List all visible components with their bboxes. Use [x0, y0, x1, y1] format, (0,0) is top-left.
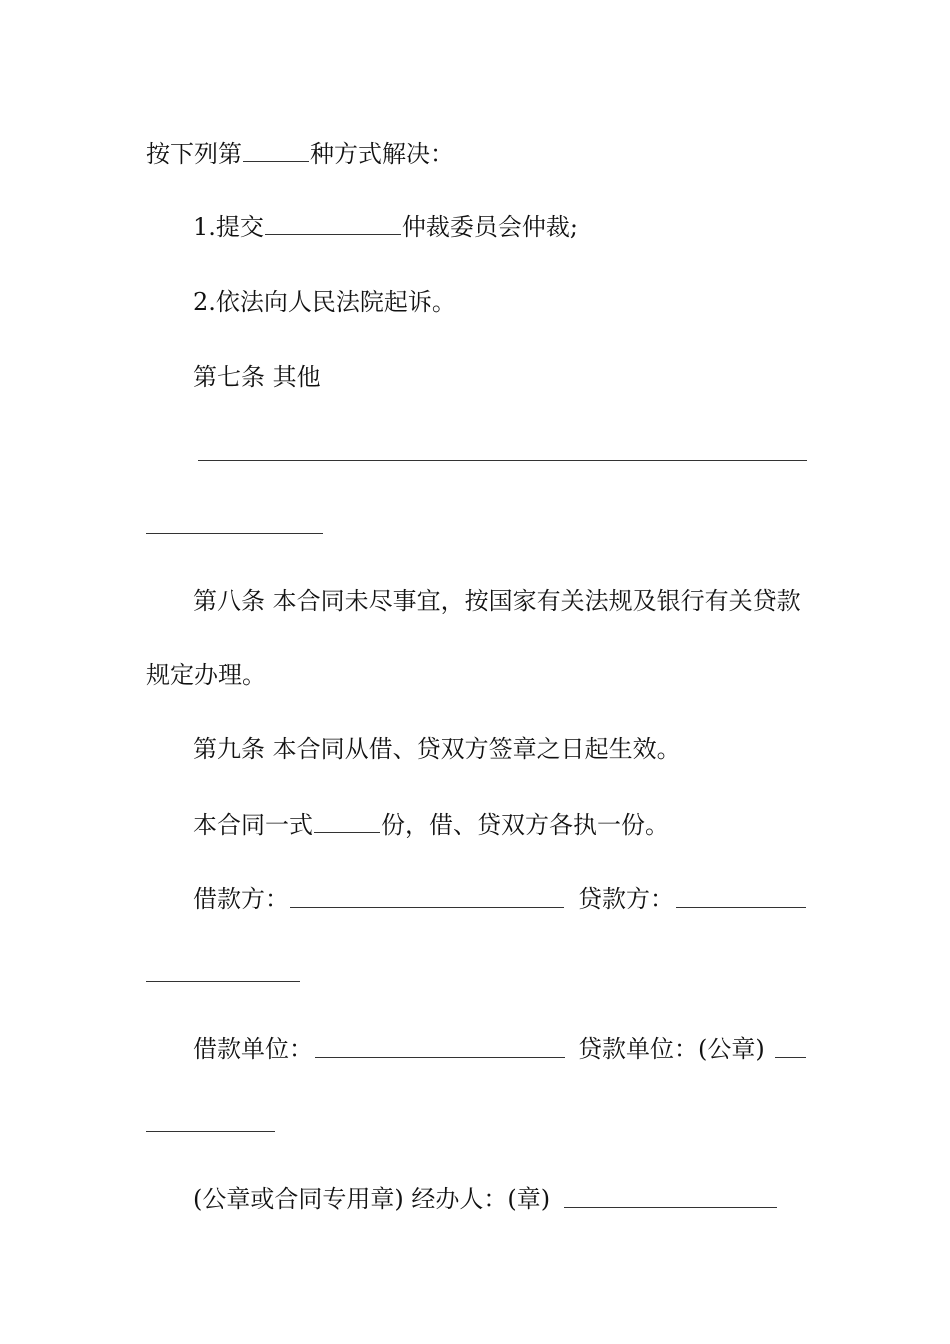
fill-blank[interactable] — [265, 214, 401, 235]
text: 1.提交 — [193, 213, 264, 241]
borrower-field[interactable] — [290, 907, 564, 908]
text: 份，借、贷双方各执一份。 — [381, 811, 669, 839]
borrower-unit-field[interactable] — [315, 1057, 565, 1058]
lender-field-continued[interactable] — [146, 981, 300, 982]
arbitration-option — [193, 212, 578, 242]
fill-rule[interactable] — [198, 460, 807, 461]
text: 按下列第 — [146, 140, 242, 168]
text: 种方式解决： — [310, 140, 454, 168]
agent-line: (公章或合同专用章) 经办人：(章) — [193, 1185, 551, 1213]
lender-unit-label: 贷款单位：(公章) — [578, 1035, 765, 1063]
fill-blank[interactable] — [314, 812, 380, 833]
text: 仲裁委员会仲裁; — [401, 213, 578, 241]
lender-label: 贷款方： — [578, 885, 674, 913]
agent-field[interactable] — [564, 1207, 777, 1208]
borrower-label: 借款方： — [193, 885, 289, 913]
article-eight-line-2: 规定办理。 — [146, 661, 266, 689]
lender-field[interactable] — [676, 907, 806, 908]
copies-line — [193, 810, 669, 840]
text: 本合同一式 — [193, 811, 313, 839]
dispute-resolution-line — [146, 139, 454, 169]
article-eight-line-1: 第八条 本合同未尽事宜，按国家有关法规及银行有关贷款 — [193, 587, 801, 615]
fill-rule[interactable] — [146, 533, 323, 534]
article-seven-heading: 第七条 其他 — [193, 363, 321, 391]
borrower-unit-label: 借款单位： — [193, 1035, 313, 1063]
lender-unit-field[interactable] — [775, 1057, 806, 1058]
article-nine: 第九条 本合同从借、贷双方签章之日起生效。 — [193, 735, 681, 763]
lender-unit-field-continued[interactable] — [146, 1131, 275, 1132]
litigation-option: 2.依法向人民法院起诉。 — [193, 288, 456, 316]
fill-blank[interactable] — [243, 141, 309, 162]
